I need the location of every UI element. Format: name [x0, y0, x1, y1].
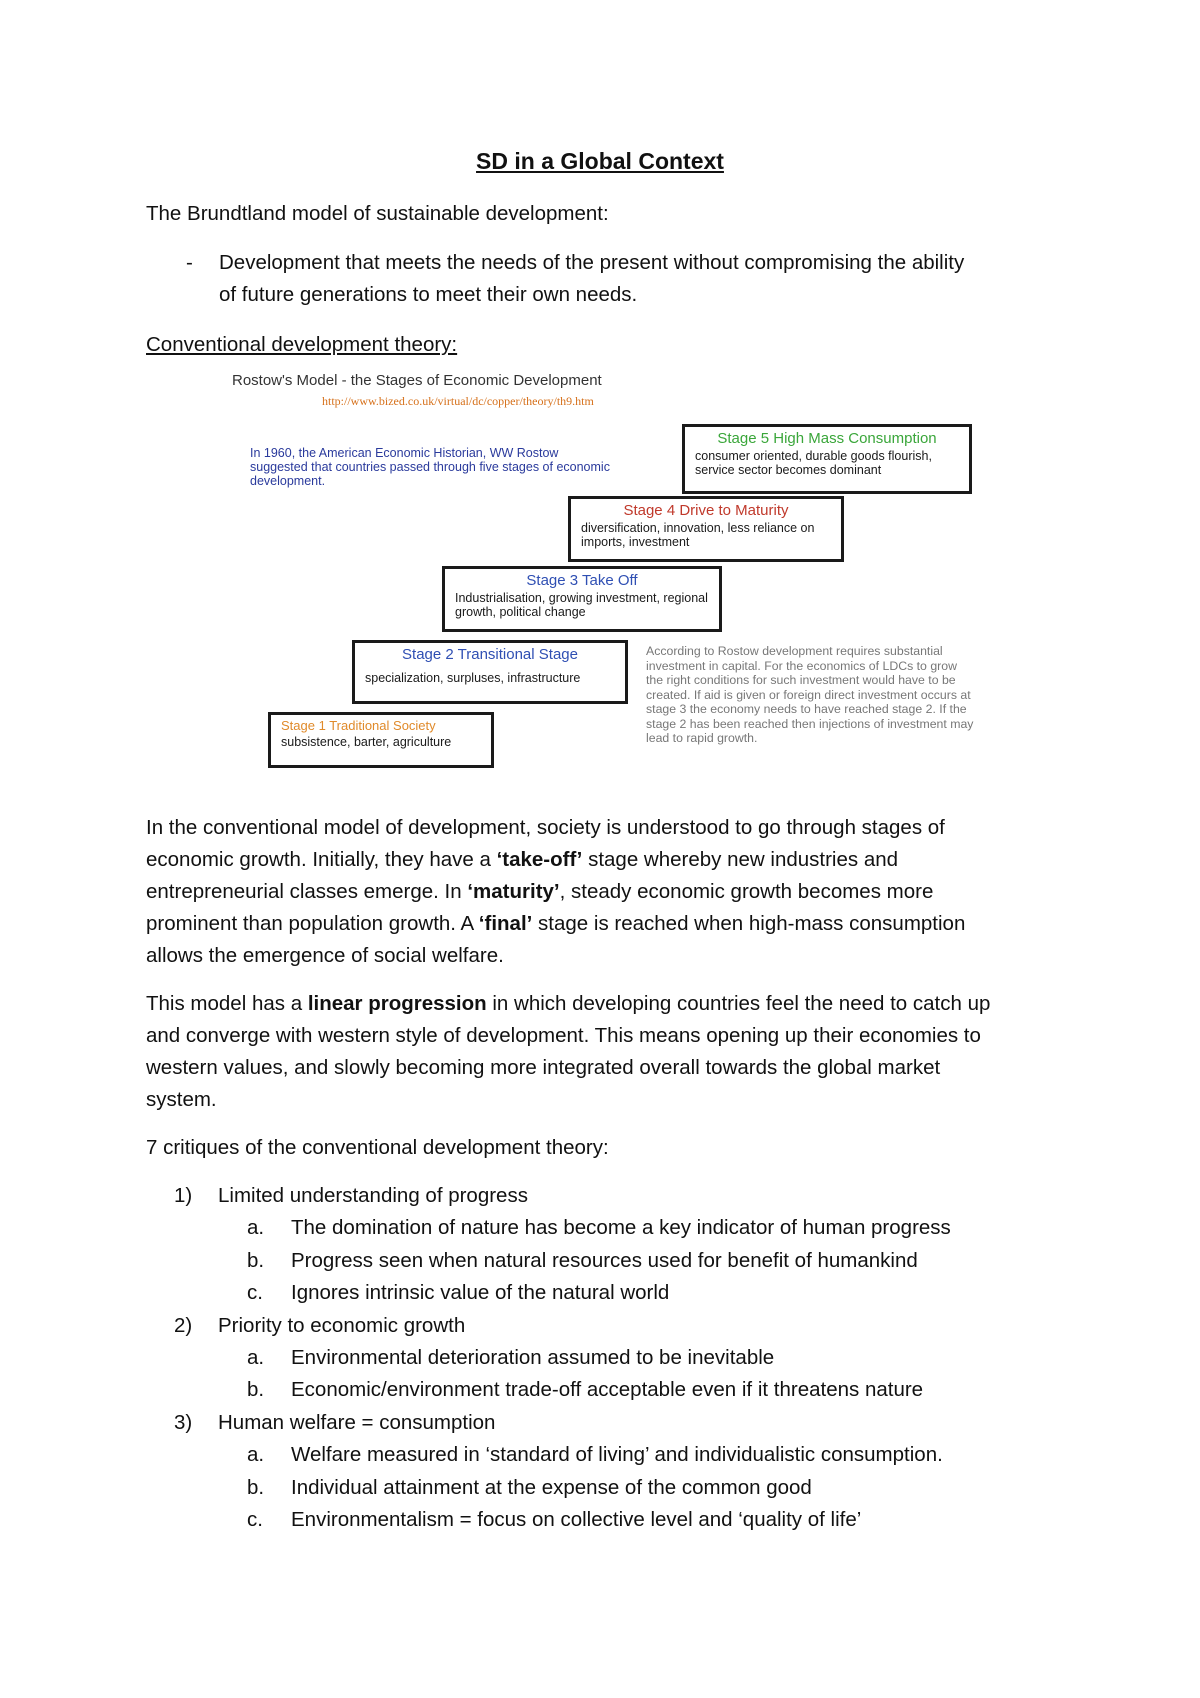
stage-5-title: Stage 5 High Mass Consumption	[717, 430, 937, 447]
page-title: SD in a Global Context	[476, 148, 724, 174]
list-letter: a.	[247, 1443, 265, 1467]
para2-line: system.	[146, 1088, 217, 1111]
list-letter: b.	[247, 1378, 265, 1402]
rostow-diagram	[222, 370, 982, 770]
list-letter: a.	[247, 1216, 265, 1240]
diagram-source-url: http://www.bized.co.uk/virtual/dc/copper/theory/th9.htm	[322, 394, 594, 408]
stage-4-title: Stage 4 Drive to Maturity	[623, 502, 789, 519]
para1-line: In the conventional model of development, society is understood to go through stages of	[146, 816, 945, 839]
list-label: Human welfare = consumption	[218, 1410, 496, 1434]
list-subitem	[174, 1212, 1074, 1244]
list-subitem	[174, 1374, 1074, 1406]
list-label: Limited understanding of progress	[218, 1184, 528, 1207]
list-label: Environmental deterioration assumed to be inevitable	[291, 1345, 775, 1369]
final-term: ‘final’	[478, 912, 533, 935]
list-label: Progress seen when natural resources used for benefit of humankind	[291, 1248, 918, 1272]
brundtland-definition-line1: Development that meets the needs of the present without compromising the ability	[219, 251, 965, 274]
conventional-heading: Conventional development theory:	[146, 333, 458, 356]
list-number: 3)	[174, 1410, 193, 1434]
stage-3-box	[442, 566, 722, 632]
list-item	[174, 1310, 1074, 1342]
para2-line	[146, 988, 990, 1020]
brundtland-intro: The Brundtland model of sustainable development:	[146, 202, 609, 225]
list-label: The domination of nature has become a key indicator of human progress	[291, 1216, 951, 1240]
list-number: 2)	[174, 1313, 193, 1337]
para2-line: and converge with western style of development. This means opening up their economies to	[146, 1024, 981, 1047]
list-subitem	[174, 1472, 1074, 1504]
list-label: Welfare measured in ‘standard of living’ and individualistic consumption.	[291, 1443, 943, 1467]
list-number: 1)	[174, 1184, 193, 1207]
stage-3-description: Industrialisation, growing investment, regional growth, political change	[455, 591, 708, 619]
stage-2-description: specialization, surpluses, infrastructure	[365, 671, 581, 685]
list-subitem	[174, 1245, 1074, 1277]
text-run: This model has a	[146, 992, 308, 1015]
stage-4-description: diversification, innovation, less reliance on imports, investment	[581, 521, 815, 549]
stage-2-title: Stage 2 Transitional Stage	[402, 646, 578, 663]
list-subitem	[174, 1504, 1074, 1536]
list-subitem	[174, 1439, 1074, 1471]
stage-5-box	[682, 424, 972, 494]
stage-1-description: subsistence, barter, agriculture	[281, 735, 452, 749]
para1-line	[146, 844, 898, 876]
list-label: Individual attainment at the expense of the common good	[291, 1475, 812, 1499]
para1-line	[146, 876, 933, 908]
text-run: entrepreneurial classes emerge. In	[146, 880, 468, 903]
para1-line	[146, 908, 965, 940]
stage-1-box	[268, 712, 494, 768]
stage-2-box	[352, 640, 628, 704]
diagram-intro: In 1960, the American Economic Historian, WW Rostow suggested that countries passed through five stages of economic development.	[250, 446, 610, 488]
diagram-note: According to Rostow development requires substantial investment in capital. For the economics of LDCs to grow the right conditions for such investment would have to be created. If aid is given or foreign direct investment occurs at stage 3 the economy needs to have reached stage 2. If the stage 2 has been reached then injections of investment may lead to rapid growth.	[646, 644, 974, 745]
para2-line: western values, and slowly becoming more integrated overall towards the global market	[146, 1056, 941, 1079]
diagram-title: Rostow's Model - the Stages of Economic Development	[232, 372, 602, 389]
maturity-term: ‘maturity’	[467, 880, 560, 903]
list-label: Priority to economic growth	[218, 1313, 466, 1337]
stage-5-description: consumer oriented, durable goods flourish, service sector becomes dominant	[695, 449, 932, 477]
list-letter: b.	[247, 1248, 265, 1272]
take-off-term: ‘take-off’	[496, 848, 583, 871]
list-subitem	[174, 1342, 1074, 1374]
critiques-list	[174, 1180, 1074, 1536]
definition-dash: -	[186, 251, 193, 274]
stage-3-title: Stage 3 Take Off	[526, 572, 638, 589]
list-letter: c.	[247, 1281, 263, 1305]
list-subitem	[174, 1277, 1074, 1309]
list-letter: c.	[247, 1507, 263, 1531]
list-label: Environmentalism = focus on collective level and ‘quality of life’	[291, 1507, 862, 1531]
list-label: Ignores intrinsic value of the natural world	[291, 1281, 670, 1305]
text-run: stage whereby new industries and	[582, 848, 899, 871]
list-label: Economic/environment trade-off acceptable even if it threatens nature	[291, 1378, 924, 1402]
text-run: prominent than population growth. A	[146, 912, 479, 935]
list-item	[174, 1407, 1074, 1439]
text-run: , steady economic growth becomes more	[559, 880, 934, 903]
para1-line: allows the emergence of social welfare.	[146, 944, 504, 967]
list-letter: b.	[247, 1475, 265, 1499]
critiques-heading: 7 critiques of the conventional development theory:	[146, 1136, 609, 1159]
linear-progression-term: linear progression	[307, 992, 487, 1015]
text-run: stage is reached when high-mass consumption	[532, 912, 966, 935]
list-letter: a.	[247, 1345, 265, 1369]
list-item	[174, 1180, 1074, 1212]
brundtland-definition-line2: of future generations to meet their own needs.	[219, 283, 638, 306]
stage-4-box	[568, 496, 844, 562]
text-run: in which developing countries feel the need to catch up	[486, 992, 991, 1015]
text-run: economic growth. Initially, they have a	[146, 848, 497, 871]
stage-1-title: Stage 1 Traditional Society	[281, 718, 436, 733]
